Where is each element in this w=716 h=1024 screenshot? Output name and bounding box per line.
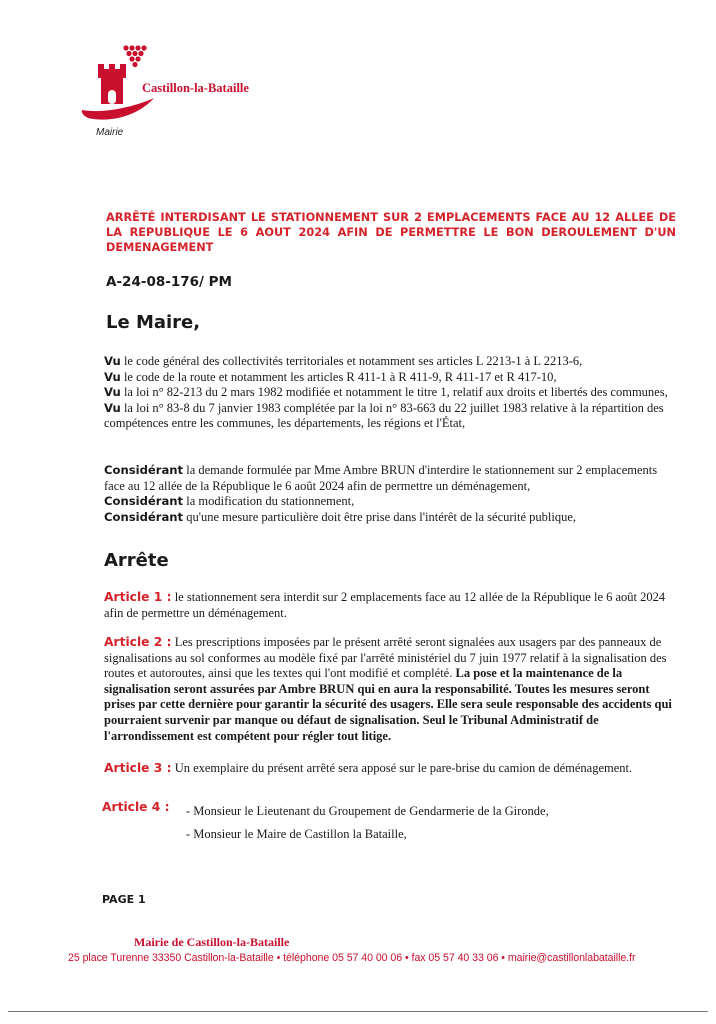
considerant-line: Considérant la demande formulée par Mme Ambre BRUN d'interdire le stationnement sur 2 emplacements face au 12 allée de la République le 6 août 2024 afin de permettre un déménagement, — [104, 463, 658, 493]
recipient-item: - Monsieur le Maire de Castillon la Bataille, — [186, 827, 407, 841]
vu-line: Vu le code de la route et notamment les articles R 411-1 à R 411-9, R 411-17 et R 417-10, — [104, 369, 557, 384]
arrete-heading: Arrête — [104, 550, 169, 571]
article-label: Article 1 : — [104, 590, 172, 604]
bottom-divider — [8, 1011, 708, 1012]
considerant-line: Considérant qu'une mesure particulière doit être prise dans l'intérêt de la sécurité publique, — [104, 509, 577, 524]
town-logo — [76, 44, 296, 144]
considerant-line: Considérant la modification du stationnement, — [104, 494, 355, 509]
article-2: Article 2 : Les prescriptions imposées par le présent arrêté seront signalées aux usagers par des panneaux de signalisations au sol conformes au modèle fixé par l'arrêté ministériel du 7 juin 1977 relatif à la signalisation des routes et autoroutes, ainsi que les textes qui l'ont modifié et complété. La pose et la maintenance de la signalisation seront assurées par Ambre BRUN qui en aura la responsabilité. Toutes les mesures seront prises par cette dernière pour garantir la sécurité des usagers. Elle sera seule responsable des accidents qui pourraient survenir par manque ou défaut de signalisation. Seul le Tribunal Administratif de l'arrondissement est compétent pour régler tout litige. — [104, 635, 672, 743]
footer-name: Mairie de Castillon-la-Bataille — [134, 935, 290, 949]
vu-line: Vu le code général des collectivités territoriales et notamment ses articles L 2213-1 à L 2213-6, — [104, 354, 583, 368]
vu-line: Vu la loi n° 83-8 du 7 janvier 1983 complétée par la loi n° 83-663 du 22 juillet 1983 relative à la répartition des compétences entre les communes, les départements, les régions et l'État, — [104, 400, 664, 431]
mairie-label: Mairie — [96, 127, 124, 138]
article-4-label: Article 4 : — [102, 800, 170, 814]
considerant-section — [104, 463, 676, 525]
page-number: PAGE 1 — [102, 893, 146, 906]
maire-heading: Le Maire, — [106, 312, 201, 333]
reference-number: A-24-08-176/ PM — [106, 274, 232, 290]
document-title: ARRÊTÉ INTERDISANT LE STATIONNEMENT SUR 2 EMPLACEMENTS FACE AU 12 ALLEE DE LA REPUBLIQUE LE 6 AOUT 2024 AFIN DE PERMETTRE LE BON DEROULEMENT D'UN DEMENAGEMENT — [106, 211, 676, 254]
town-name: Castillon-la-Bataille — [142, 81, 249, 95]
article-1: Article 1 : le stationnement sera interdit sur 2 emplacements face au 12 allée de la République le 6 août 2024 afin de permettre un déménagement. — [104, 590, 666, 620]
article-3: Article 3 : Un exemplaire du présent arrêté sera apposé sur le pare-brise du camion de déménagement. — [104, 761, 633, 775]
vu-line: Vu la loi n° 82-213 du 2 mars 1982 modifiée et notamment le titre 1, relatif aux droits et libertés des communes, — [104, 385, 668, 400]
footer-contact: 25 place Turenne 33350 Castillon-la-Bataille • téléphone 05 57 40 00 06 • fax 05 57 40 33 06 • mairie@castillonlabataille.fr — [68, 952, 636, 964]
recipient-item: - Monsieur le Lieutenant du Groupement de Gendarmerie de la Gironde, — [186, 804, 549, 818]
article-label: Article 2 : — [104, 635, 172, 649]
article-label: Article 3 : — [104, 761, 172, 775]
vu-section — [104, 354, 676, 432]
